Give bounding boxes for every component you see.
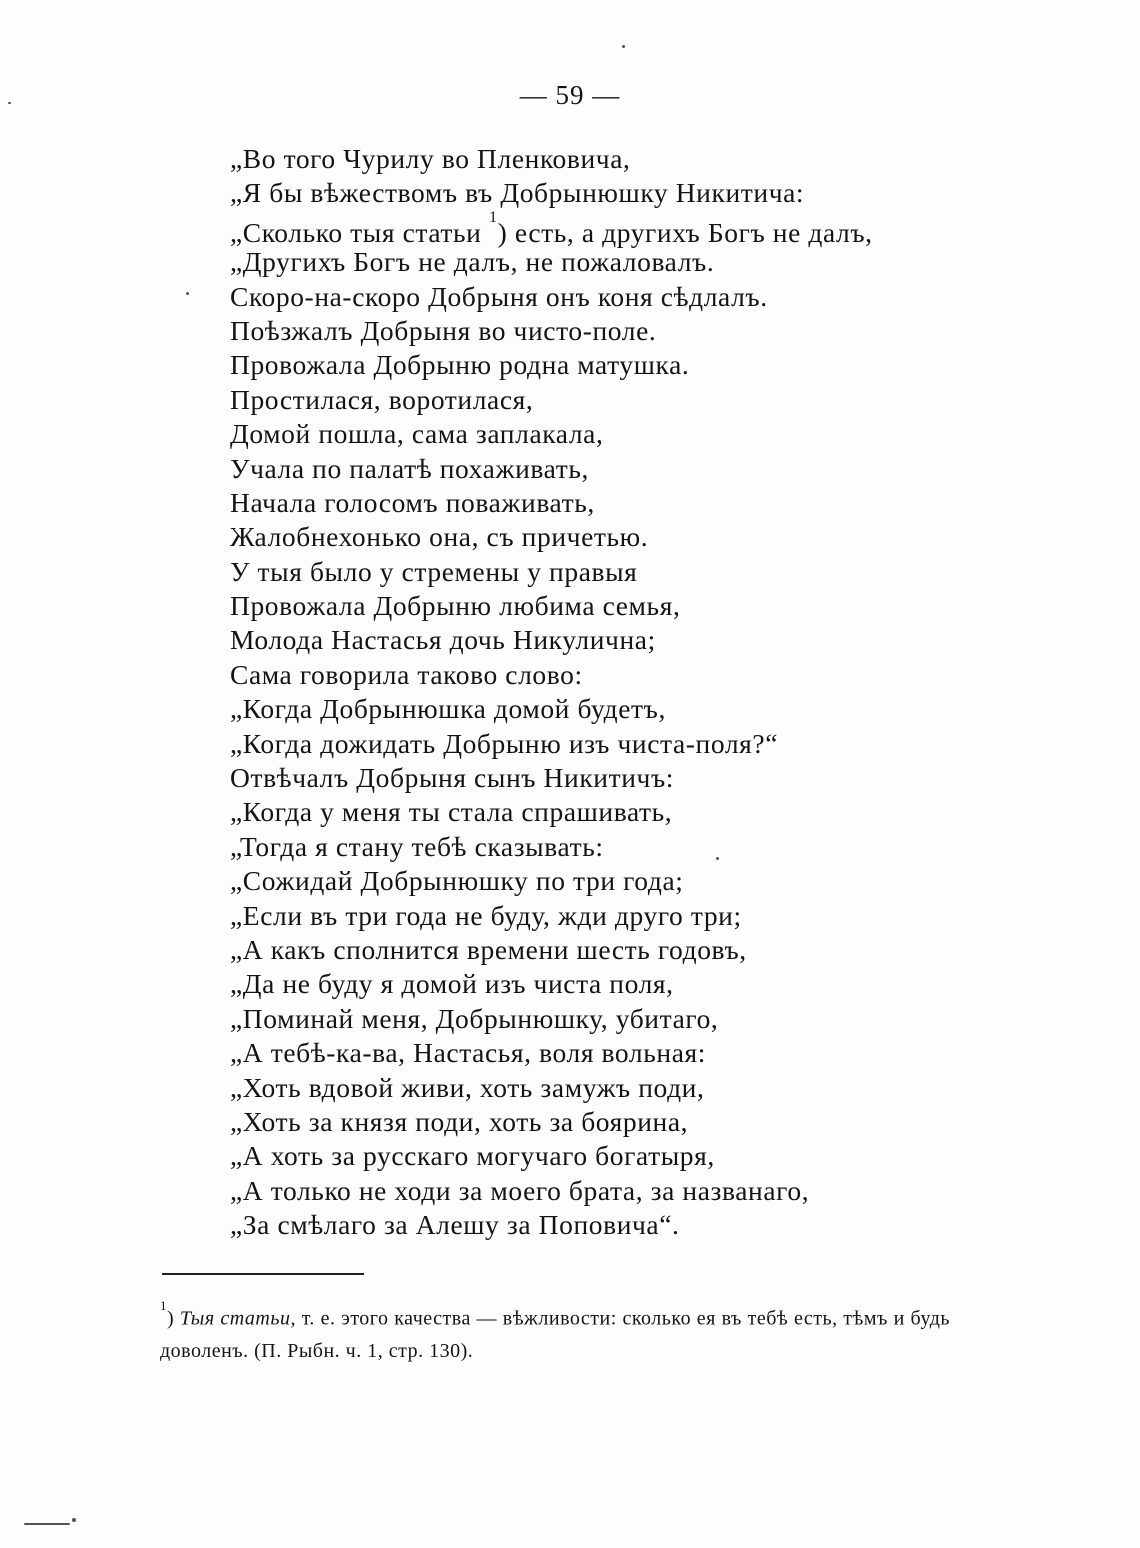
footnote-close: ) bbox=[167, 1307, 180, 1330]
scan-speck bbox=[186, 292, 189, 295]
verse-line-with-footnote bbox=[230, 208, 1110, 248]
verse-line: „Хоть за князя поди, хоть за боярина, bbox=[230, 1105, 689, 1137]
verse-line: Учала по палатѣ похаживать, bbox=[230, 452, 589, 484]
verse-line: У тыя было у стремены у правыя bbox=[230, 555, 638, 587]
verse-line: Начала голосомъ поваживать, bbox=[230, 486, 595, 518]
verse-line: „Другихъ Богъ не далъ, не пожаловалъ. bbox=[230, 246, 715, 278]
footnote-text: , т. е. этого качества — вѣжливости: сколько ея въ тебѣ есть, тѣмъ и будь доволенъ. (П. Рыбн. ч. 1, стр. 130). bbox=[160, 1307, 950, 1362]
scan-speck bbox=[8, 102, 11, 104]
verse-line: „Я бы вѣжествомъ въ Добрынюшку Никитича: bbox=[230, 177, 805, 209]
verse-line: „Да не буду я домой изъ чиста поля, bbox=[230, 968, 674, 1000]
verse-line: „Тогда я стану тебѣ сказывать: bbox=[230, 830, 604, 862]
footnote-term: Тыя статьи bbox=[179, 1307, 291, 1330]
scan-speck bbox=[716, 857, 719, 860]
verse-line: Отвѣчалъ Добрыня сынъ Никитичъ: bbox=[230, 762, 675, 794]
verse-line: „За смѣлаго за Алешу за Поповича“. bbox=[230, 1209, 680, 1241]
verse-line: Жалобнехонько она, съ причетью. bbox=[230, 521, 649, 553]
footnote-marker: 1 bbox=[160, 1298, 167, 1313]
scan-speck bbox=[24, 1523, 70, 1525]
scan-speck bbox=[622, 45, 625, 48]
verse-line-end: ) есть, а другихъ Богъ не далъ, bbox=[497, 216, 873, 248]
footnote bbox=[160, 1297, 950, 1367]
footnote-divider bbox=[162, 1273, 364, 1275]
verse-line: „Когда дожидать Добрыню изъ чиста-поля?“ bbox=[230, 727, 779, 759]
verse-line: „Когда Добрынюшка домой будетъ, bbox=[230, 693, 666, 725]
verse-line: „А тебѣ-ка-ва, Настасья, воля вольная: bbox=[230, 1037, 706, 1069]
verse-line: „А какъ сполнится времени шесть годовъ, bbox=[230, 933, 747, 965]
verse-line: Скоро-на-скоро Добрыня онъ коня сѣдлалъ. bbox=[230, 280, 768, 312]
verse-line: „Когда у меня ты стала спрашивать, bbox=[230, 796, 673, 828]
verse-line: Сама говорила таково слово: bbox=[230, 658, 583, 690]
verse-line: „А хоть за русскаго могучаго богатыря, bbox=[230, 1140, 715, 1172]
verse-line-start: „Сколько тыя статьи bbox=[230, 216, 482, 248]
scan-speck bbox=[72, 1518, 76, 1522]
verse-line: „Если въ три года не буду, жди друго три; bbox=[230, 899, 742, 931]
verse-line: Провожала Добрыню любима семья, bbox=[230, 590, 681, 622]
verse-line: „А только не ходи за моего брата, за названаго, bbox=[230, 1174, 810, 1206]
verse-line: „Сожидай Добрынюшку по три года; bbox=[230, 865, 684, 897]
footnote-reference: 1 bbox=[489, 208, 498, 226]
verse-line: Поѣзжалъ Добрыня во чисто-поле. bbox=[230, 314, 657, 346]
verse-line: „Хоть вдовой живи, хоть замужъ поди, bbox=[230, 1071, 705, 1103]
page-number: — 59 — bbox=[519, 80, 621, 110]
poem-text bbox=[230, 142, 1110, 1243]
verse-line: „Поминай меня, Добрынюшку, убитаго, bbox=[230, 1002, 719, 1034]
verse-line: Провожала Добрыню родна матушка. bbox=[230, 349, 690, 381]
verse-line: „Во того Чурилу во Пленковича, bbox=[230, 143, 631, 174]
verse-line: Молода Настасья дочь Никулична; bbox=[230, 624, 656, 656]
verse-line: Домой пошла, сама заплакала, bbox=[230, 418, 604, 450]
verse-line: Простилася, воротилася, bbox=[230, 383, 534, 415]
